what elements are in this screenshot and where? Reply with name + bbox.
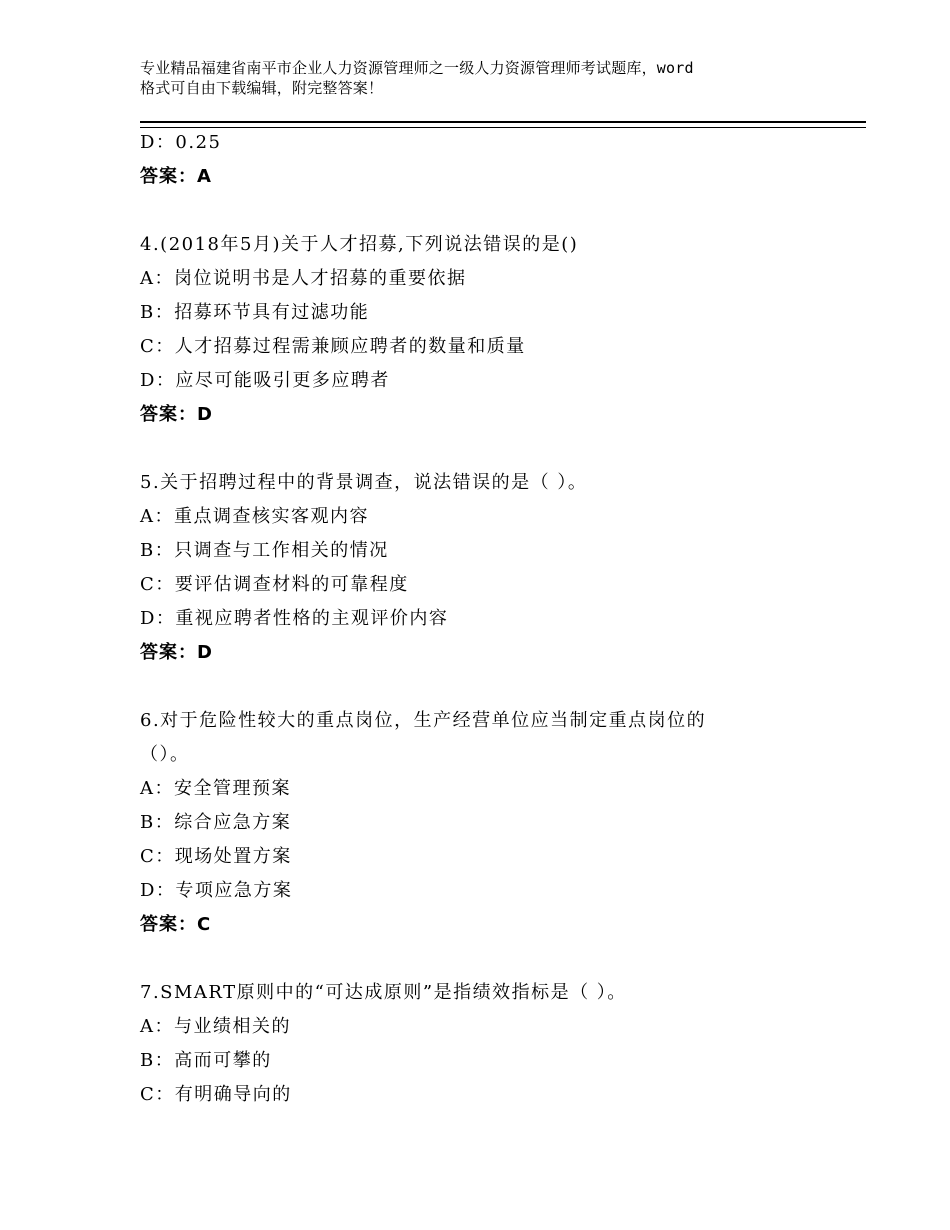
spacer bbox=[140, 194, 840, 228]
header-line-2: 格式可自由下载编辑，附完整答案！ bbox=[140, 79, 384, 97]
option-d: D：0.25 bbox=[140, 132, 222, 153]
option-b: B：招募环节具有过滤功能 bbox=[140, 302, 370, 323]
question-6 bbox=[140, 704, 840, 942]
question-stem: 5.关于招聘过程中的背景调查，说法错误的是（ ）。 bbox=[140, 472, 588, 493]
option-d: D：重视应聘者性格的主观评价内容 bbox=[140, 608, 449, 629]
option-b: B：只调查与工作相关的情况 bbox=[140, 540, 389, 561]
option-c: C：现场处置方案 bbox=[140, 846, 292, 867]
question-5 bbox=[140, 466, 840, 670]
option-d: D：专项应急方案 bbox=[140, 880, 293, 901]
option-d: D：应尽可能吸引更多应聘者 bbox=[140, 370, 390, 391]
spacer bbox=[140, 670, 840, 704]
question-stem-line-1: 6.对于危险性较大的重点岗位，生产经营单位应当制定重点岗位的 bbox=[140, 710, 707, 731]
answer-line: 答案：C bbox=[140, 914, 212, 935]
answer-line: 答案：A bbox=[140, 166, 212, 187]
question-stem: 7.SMART原则中的“可达成原则”是指绩效指标是（ ）。 bbox=[140, 982, 627, 1003]
option-c: C：要评估调查材料的可靠程度 bbox=[140, 574, 409, 595]
question-7 bbox=[140, 976, 840, 1112]
option-b: B：高而可攀的 bbox=[140, 1050, 272, 1071]
option-a: A：重点调查核实客观内容 bbox=[140, 506, 369, 527]
document-body bbox=[140, 126, 840, 1112]
spacer bbox=[140, 432, 840, 466]
question-4 bbox=[140, 228, 840, 432]
header-line-1: 专业精品福建省南平市企业人力资源管理师之一级人力资源管理师考试题库，word bbox=[140, 59, 694, 77]
answer-line: 答案：D bbox=[140, 642, 213, 663]
option-c: C：人才招募过程需兼顾应聘者的数量和质量 bbox=[140, 336, 526, 357]
option-a: A：安全管理预案 bbox=[140, 778, 291, 799]
option-b: B：综合应急方案 bbox=[140, 812, 292, 833]
option-a: A：岗位说明书是人才招募的重要依据 bbox=[140, 268, 467, 289]
option-a: A：与业绩相关的 bbox=[140, 1016, 291, 1037]
question-stem-line-2: （）。 bbox=[140, 744, 190, 765]
document-header bbox=[140, 58, 830, 98]
answer-line: 答案：D bbox=[140, 404, 213, 425]
option-c: C：有明确导向的 bbox=[140, 1084, 292, 1105]
spacer bbox=[140, 942, 840, 976]
question-stem: 4.(2018年5月)关于人才招募,下列说法错误的是() bbox=[140, 234, 579, 255]
